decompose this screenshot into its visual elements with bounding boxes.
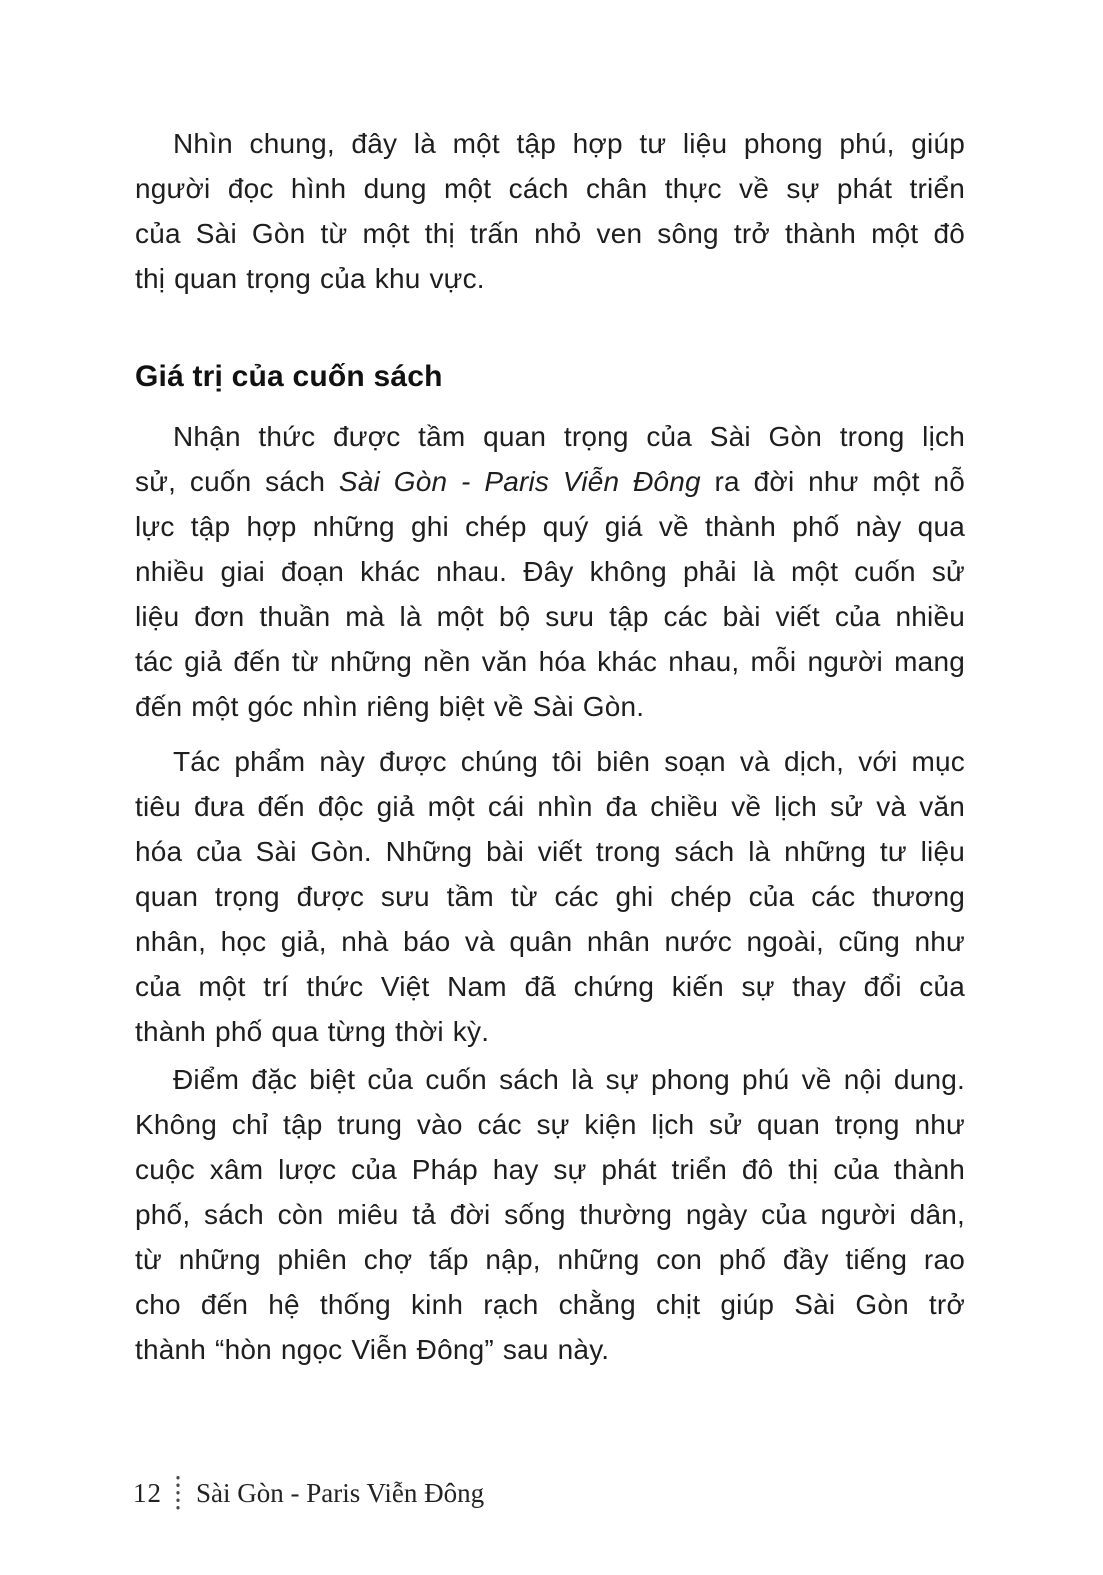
paragraph-line: Tác phẩm này được chúng tôi biên soạn và dịch, với mục bbox=[173, 746, 965, 777]
section-heading: Giá trị của cuốn sách bbox=[135, 360, 443, 393]
paragraph-line: Nhận thức được tầm quan trọng của Sài Gòn trong lịch bbox=[173, 421, 965, 452]
footer-divider-dots bbox=[176, 1474, 180, 1512]
paragraph-line: Nhìn chung, đây là một tập hợp tư liệu phong phú, giúp bbox=[173, 128, 965, 159]
paragraph-line bbox=[135, 459, 965, 504]
body-paragraph-3 bbox=[135, 739, 965, 1054]
paragraph-line: phố, sách còn miêu tả đời sống thường ngày của người dân, bbox=[135, 1199, 965, 1230]
body-paragraph-2 bbox=[135, 414, 965, 729]
page-footer bbox=[133, 1474, 484, 1512]
book-title-italic: Sài Gòn - Paris Viễn Đông bbox=[338, 466, 701, 497]
paragraph-line: quan trọng được sưu tầm từ các ghi chép của các thương bbox=[135, 881, 965, 912]
paragraph-line: thành phố qua từng thời kỳ. bbox=[135, 1016, 490, 1047]
paragraph-line: nhiều giai đoạn khác nhau. Đây không phải là một cuốn sử bbox=[135, 556, 965, 587]
body-paragraph-1 bbox=[135, 121, 965, 301]
paragraph-line: Không chỉ tập trung vào các sự kiện lịch sử quan trọng như bbox=[135, 1109, 965, 1140]
paragraph-line: Điểm đặc biệt của cuốn sách là sự phong phú về nội dung. bbox=[173, 1064, 965, 1095]
paragraph-line: thị quan trọng của khu vực. bbox=[135, 263, 485, 294]
running-title: Sài Gòn - Paris Viễn Đông bbox=[196, 1477, 485, 1508]
paragraph-line: đến một góc nhìn riêng biệt về Sài Gòn. bbox=[135, 691, 645, 722]
text-content bbox=[135, 121, 965, 1372]
paragraph-line: liệu đơn thuần mà là một bộ sưu tập các bài viết của nhiều bbox=[135, 601, 965, 632]
paragraph-line: tiêu đưa đến độc giả một cái nhìn đa chiều về lịch sử và văn bbox=[135, 791, 965, 822]
page-number: 12 bbox=[133, 1477, 162, 1508]
paragraph-line: tác giả đến từ những nền văn hóa khác nhau, mỗi người mang bbox=[135, 646, 965, 677]
paragraph-line: cho đến hệ thống kinh rạch chằng chịt giúp Sài Gòn trở bbox=[135, 1289, 965, 1320]
line-segment: sử, cuốn sách bbox=[135, 466, 339, 497]
paragraph-line: của một trí thức Việt Nam đã chứng kiến sự thay đổi của bbox=[135, 971, 965, 1002]
paragraph-line: lực tập hợp những ghi chép quý giá về thành phố này qua bbox=[135, 511, 965, 542]
paragraph-line: của Sài Gòn từ một thị trấn nhỏ ven sông trở thành một đô bbox=[135, 218, 965, 249]
paragraph-line: cuộc xâm lược của Pháp hay sự phát triển đô thị của thành bbox=[135, 1154, 965, 1185]
line-segment: ra đời như một nỗ bbox=[700, 466, 965, 497]
paragraph-line: hóa của Sài Gòn. Những bài viết trong sách là những tư liệu bbox=[135, 836, 965, 867]
paragraph-line: người đọc hình dung một cách chân thực về sự phát triển bbox=[135, 173, 965, 204]
paragraph-line: từ những phiên chợ tấp nập, những con phố đầy tiếng rao bbox=[135, 1244, 965, 1275]
paragraph-line: thành “hòn ngọc Viễn Đông” sau này. bbox=[135, 1334, 610, 1365]
body-paragraph-4 bbox=[135, 1057, 965, 1372]
paragraph-line: nhân, học giả, nhà báo và quân nhân nước ngoài, cũng như bbox=[135, 926, 965, 957]
